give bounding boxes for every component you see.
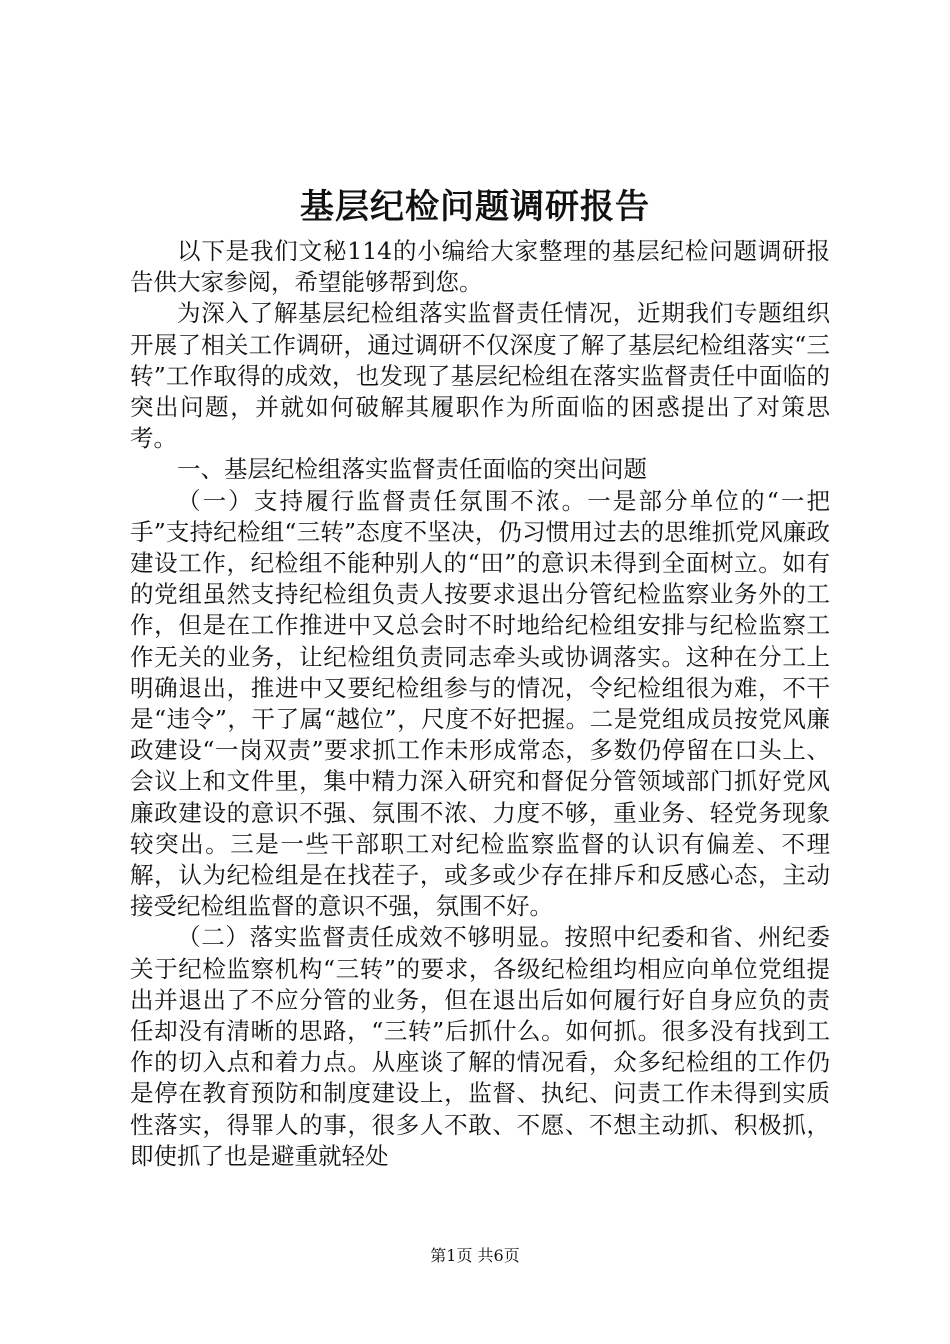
- page-footer: 第1页 共6页: [430, 1246, 520, 1265]
- document-body: [130, 236, 830, 1172]
- body-paragraph: 为深入了解基层纪检组落实监督责任情况，近期我们专题组织开展了相关工作调研，通过调研不仅深度了解了基层纪检组落实“三转”工作取得的成效，也发现了基层纪检组在落实监督责任中面临的突出问题，并就如何破解其履职作为所面临的困惑提出了对策思考。: [130, 299, 830, 453]
- body-paragraph: （一）支持履行监督责任氛围不浓。一是部分单位的“一把手”支持纪检组“三转”态度不坚决，仍习惯用过去的思维抓党风廉政建设工作，纪检组不能种别人的“田”的意识未得到全面树立。如有的党组虽然支持纪检组负责人按要求退出分管纪检监察业务外的工作，但是在工作推进中又总会时不时地给纪检组安排与纪检监察工作无关的业务，让纪检组负责同志牵头或协调落实。这种在分工上明确退出，推进中又要纪检组参与的情况，令纪检组很为难，不干是“违令”，干了属“越位”，尺度不好把握。二是党组成员按党风廉政建设“一岗双责”要求抓工作未形成常态，多数仍停留在口头上、会议上和文件里，集中精力深入研究和督促分管领域部门抓好党风廉政建设的意识不强、氛围不浓、力度不够，重业务、轻党务现象较突出。三是一些干部职工对纪检监察监督的认识有偏差、不理解，认为纪检组是在找茬子，或多或少存在排斥和反感心态，主动接受纪检组监督的意识不强，氛围不好。: [130, 486, 830, 921]
- body-paragraph: （二）落实监督责任成效不够明显。按照中纪委和省、州纪委关于纪检监察机构“三转”的要求，各级纪检组均相应向单位党组提出并退出了不应分管的业务，但在退出后如何履行好自身应负的责任却没有清晰的思路，“三转”后抓什么。如何抓。很多没有找到工作的切入点和着力点。从座谈了解的情况看，众多纪检组的工作仍是停在教育预防和制度建设上，监督、执纪、问责工作未得到实质性落实，得罪人的事，很多人不敢、不愿、不想主动抓、积极抓，即使抓了也是避重就轻处: [130, 923, 830, 1170]
- section-heading: 一、基层纪检组落实监督责任面临的突出问题: [177, 455, 647, 484]
- intro-paragraph: 以下是我们文秘114的小编给大家整理的基层纪检问题调研报告供大家参阅，希望能够帮到您。: [130, 237, 830, 297]
- document-title: 基层纪检问题调研报告: [300, 187, 650, 227]
